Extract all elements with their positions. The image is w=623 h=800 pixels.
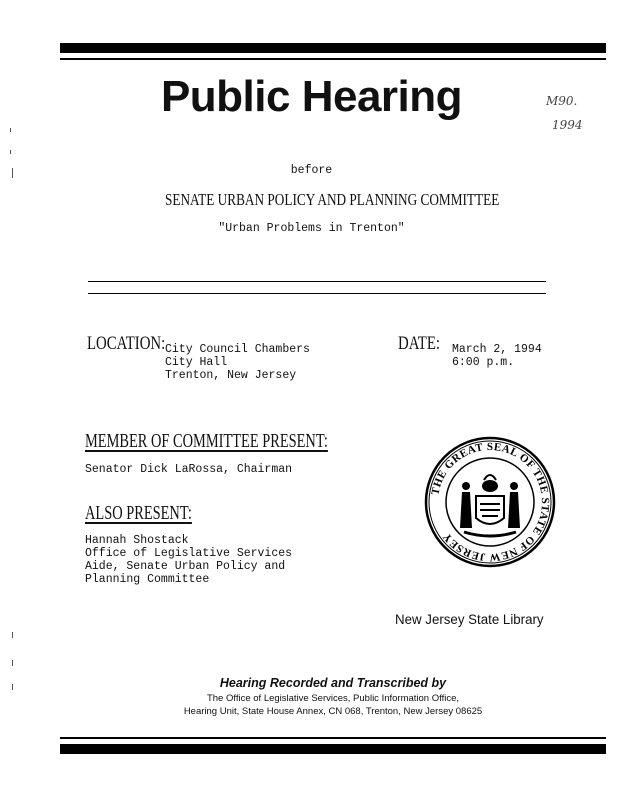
- also-present-heading: ALSO PRESENT:: [85, 502, 192, 524]
- also-present-line: Aide, Senate Urban Policy and: [85, 560, 286, 573]
- separator-rule-2: [88, 293, 546, 294]
- bottom-thick-rule: [60, 744, 606, 754]
- margin-mark: [12, 684, 13, 690]
- date-line: March 2, 1994: [452, 343, 542, 356]
- footer-line-2: Hearing Unit, State House Annex, CN 068, Trenton, New Jersey 08625: [183, 706, 483, 717]
- handwritten-note-1: M90.: [546, 94, 578, 108]
- location-line: Trenton, New Jersey: [165, 369, 297, 382]
- committee-name: SENATE URBAN POLICY AND PLANNING COMMITTEE: [165, 190, 500, 209]
- location-line: City Council Chambers: [165, 343, 310, 356]
- hearing-subject: "Urban Problems in Trenton": [218, 222, 405, 235]
- also-present-list: [85, 534, 292, 586]
- handwritten-note-2: 1994: [552, 118, 583, 132]
- also-present-line: Hannah Shostack: [85, 534, 189, 547]
- library-stamp-wrap: [395, 611, 551, 627]
- location-label: LOCATION:: [87, 333, 166, 354]
- svg-text:THE GREAT SEAL OF THE STATE OF: THE GREAT SEAL OF THE STATE OF NEW JERSEY: [429, 440, 552, 564]
- date-label: DATE:: [398, 333, 440, 354]
- also-present-heading-wrap: [85, 502, 233, 525]
- bottom-thin-rule: [60, 737, 606, 739]
- margin-mark: [12, 168, 13, 178]
- footer-line-1: The Office of Legislative Services, Public Information Office,: [206, 693, 460, 704]
- page-title: Public Hearing: [160, 72, 463, 121]
- state-seal-icon: [424, 436, 556, 568]
- top-thick-rule: [60, 43, 606, 53]
- separator-rule-1: [88, 281, 546, 282]
- margin-mark: [12, 632, 13, 638]
- state-seal: [424, 436, 556, 568]
- footer-recorded: Hearing Recorded and Transcribed by: [219, 676, 447, 690]
- margin-mark: [12, 660, 13, 666]
- before-text: before: [290, 164, 333, 177]
- location-block: [165, 343, 310, 382]
- date-label-wrap: [398, 333, 452, 355]
- location-line: City Hall: [165, 356, 228, 369]
- margin-mark: [10, 150, 11, 154]
- members-heading: MEMBER OF COMMITTEE PRESENT:: [85, 430, 328, 452]
- committee-name-wrap: [165, 190, 594, 210]
- library-stamp: New Jersey State Library: [395, 611, 544, 627]
- top-thin-rule: [60, 58, 606, 60]
- also-present-line: Office of Legislative Services: [85, 547, 293, 560]
- members-list: [85, 463, 292, 476]
- also-present-line: Planning Committee: [85, 573, 210, 586]
- member-line: Senator Dick LaRossa, Chairman: [85, 463, 293, 476]
- members-heading-wrap: [85, 430, 422, 453]
- date-line: 6:00 p.m.: [452, 356, 515, 369]
- margin-mark: [10, 128, 11, 132]
- date-block: [452, 343, 542, 369]
